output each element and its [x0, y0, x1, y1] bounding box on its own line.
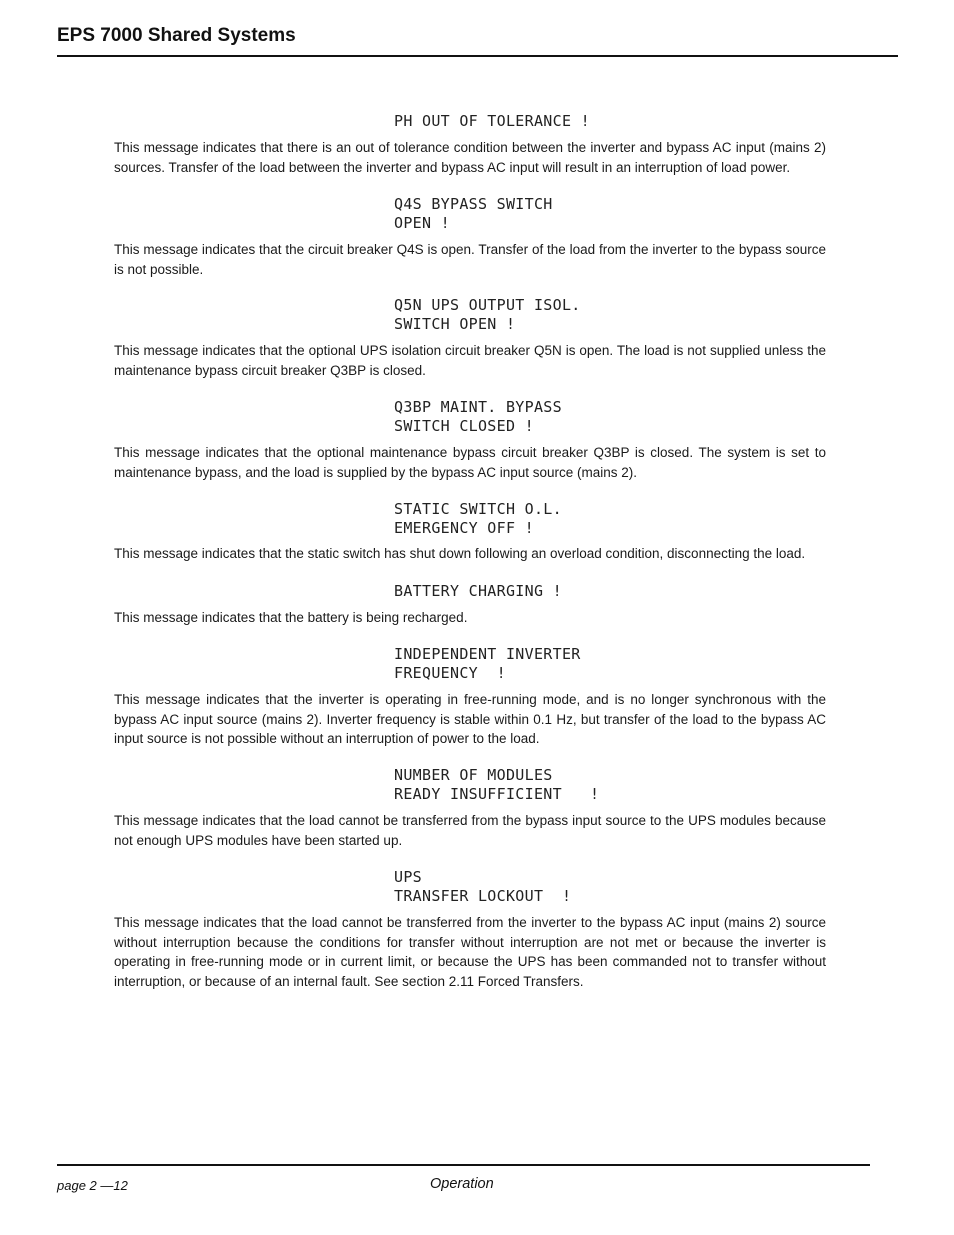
document-header-title: EPS 7000 Shared Systems [57, 25, 296, 46]
message-description-number-of-modules: This message indicates that the load cannot be transferred from the bypass input source to the UPS modules because not enough UPS modules have been started up. [114, 813, 826, 848]
message-description-q4s-bypass-switch: This message indicates that the circuit breaker Q4S is open. Transfer of the load from the inverter to the bypass source is not possible. [114, 242, 826, 277]
message-description-static-switch-ol: This message indicates that the static switch has shut down following an overload condition, disconnecting the load. [114, 546, 806, 561]
message-description-ups-transfer-lockout: This message indicates that the load cannot be transferred from the inverter to the bypass AC input (mains 2) source without interruption because the conditions for transfer without interruption are not met or because the inverter is operating in free-running mode or in current limit, or because the UPS has been commanded not to transfer without interruption, or because of an internal fault. See section 2.11 Forced Transfers. [114, 915, 826, 989]
message-description-q5n-ups-output-isol: This message indicates that the optional UPS isolation circuit breaker Q5N is open. The load is not supplied unless the maintenance bypass circuit breaker Q3BP is closed. [114, 343, 826, 378]
message-description-ph-out-of-tolerance: This message indicates that there is an out of tolerance condition between the inverter and bypass AC input (mains 2) sources. Transfer of the load between the inverter and bypass AC input will result in an interruption of load power. [114, 140, 826, 175]
message-code-q3bp-maint-bypass: Q3BP MAINT. BYPASS SWITCH CLOSED ! [394, 398, 562, 435]
message-code-q4s-bypass-switch: Q4S BYPASS SWITCH OPEN ! [394, 195, 553, 232]
footer-section-title: Operation [430, 1176, 494, 1192]
footer-divider [57, 1164, 870, 1166]
message-code-number-of-modules: NUMBER OF MODULES READY INSUFFICIENT ! [394, 766, 600, 803]
message-code-battery-charging: BATTERY CHARGING ! [394, 582, 562, 600]
message-code-static-switch-ol: STATIC SWITCH O.L. EMERGENCY OFF ! [394, 500, 562, 537]
message-code-ups-transfer-lockout: UPS TRANSFER LOCKOUT ! [394, 868, 572, 905]
message-code-q5n-ups-output-isol: Q5N UPS OUTPUT ISOL. SWITCH OPEN ! [394, 296, 581, 333]
header-divider [57, 55, 898, 57]
message-description-q3bp-maint-bypass: This message indicates that the optional maintenance bypass circuit breaker Q3BP is closed. The system is set to maintenance bypass, and the load is supplied by the bypass AC input source (mains 2). [114, 445, 826, 480]
message-code-ph-out-of-tolerance: PH OUT OF TOLERANCE ! [394, 112, 590, 130]
footer-page-number: page 2 —12 [57, 1178, 128, 1193]
message-code-independent-inverter-frequency: INDEPENDENT INVERTER FREQUENCY ! [394, 645, 581, 682]
message-description-battery-charging: This message indicates that the battery is being recharged. [114, 610, 468, 625]
message-description-independent-inverter-frequency: This message indicates that the inverter is operating in free-running mode, and is no longer synchronous with the bypass AC input source (mains 2). Inverter frequency is stable within 0.1 Hz, but transfer of the load to the bypass AC input source is not possible without an interruption of power to the load. [114, 692, 826, 746]
